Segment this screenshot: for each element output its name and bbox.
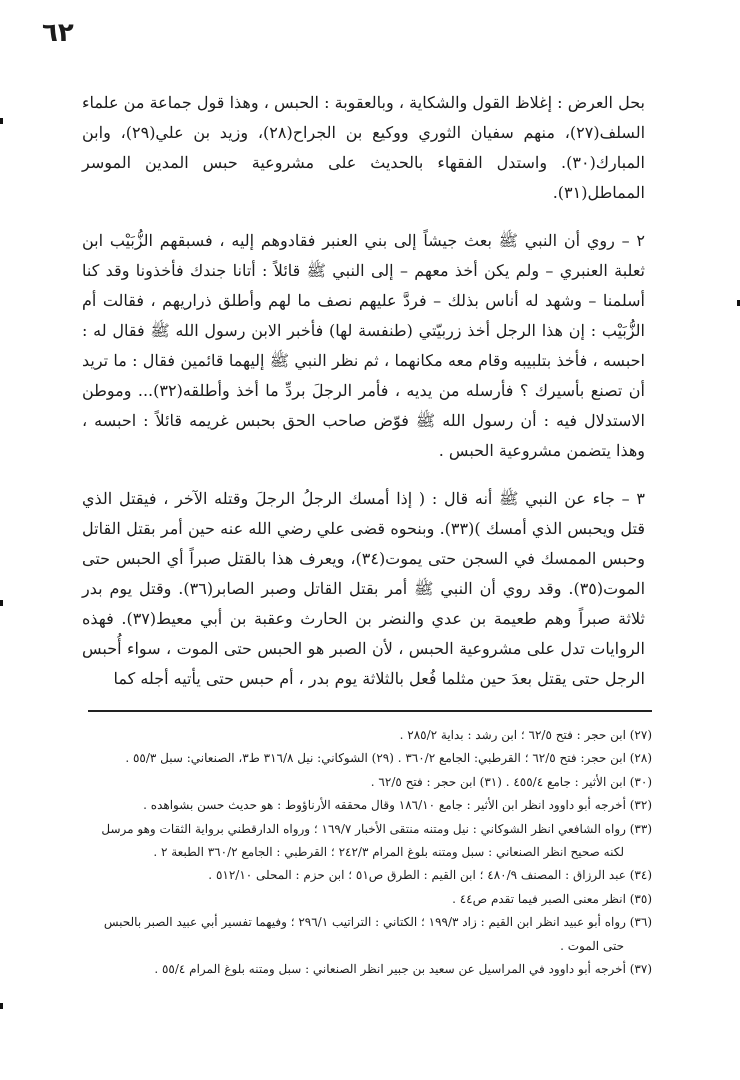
footnote-35: (٣٥) انظر معنى الصبر فيما تقدم ص٤٤ . — [452, 891, 652, 906]
footnote-divider — [88, 710, 652, 712]
scan-edge-mark — [0, 1003, 3, 1009]
footnote-28-29: (٢٨) ابن حجر: فتح ٦٢/٥ ؛ القرطبي: الجامع ٣٦٠/٢ . (٢٩) الشوكاني: نيل ٣١٦/٨ ط٣، الصنعاني: سبل ٥٥/٣ . — [125, 751, 652, 766]
paragraph-1: بحل العرض : إغلاظ القول والشكاية ، وبالعقوبة : الحبس ، وهذا قول جماعة من علماء السلف(٢٧)، منهم سفيان الثوري ووكيع بن الجراح(٢٨)، وزيد بن علي(٢٩)، وابن المبارك(٣٠). واستدل الفقهاء بالحديث على مشروعية حبس المدين الموسر المماطل(٣١). — [82, 93, 646, 202]
page-number: ٦٢ — [42, 18, 74, 48]
scan-edge-mark — [0, 600, 3, 606]
footnote-34: (٣٤) عبد الرزاق : المصنف ٤٨٠/٩ ؛ ابن القيم : الطرق ص٥١ ؛ ابن حزم : المحلى ٥١٢/١٠ . — [208, 868, 652, 883]
footnote-27: (٢٧) ابن حجر : فتح ٦٢/٥ ؛ ابن رشد : بداية ٢٨٥/٢ . — [399, 728, 652, 742]
footnotes — [82, 724, 652, 981]
paragraph-3: ٣ – جاء عن النبي ﷺ أنه قال : ( إذا أمسك الرجلُ الرجلَ وقتله الآخر ، فيقتل الذي قتل ويحبس الذي أمسك )(٣٣). وبنحوه قضى علي رضي الله عنه حين أمر بقتل القاتل وحبس الممسك في السجن حتى يموت(٣٤)، ويعرف هذا بالقتل صبراً أي الحبس حتى الموت(٣٥). وقد روي أن النبي ﷺ أمر بقتل القاتل وصبر الصابر(٣٦). وقتل يوم بدر ثلاثة صبراً وهم طعيمة بن عدي والنضر بن الحارث وعقبة بن أبي معيط(٣٧). فهذه الروايات تدل على مشروعية الحبس ، لأن الصبر هو الحبس حتى الموت ، سواء أُحبس الرجل حتى يقتل بعدَ حين مثلما فُعل بالثلاثة يوم بدر ، أم حبس حتى يأتيه أجله كما — [82, 489, 646, 688]
footnote-36: (٣٦) رواه أبو عبيد انظر ابن القيم : زاد ١٩٩/٣ ؛ الكتاني : التراتيب ٢٩٦/١ ؛ وفيهما تفسير أبي عبيد الصبر بالحبس — [103, 915, 652, 930]
footnote-33: (٣٣) رواه الشافعي انظر الشوكاني : نيل ومتنه منتقى الأخبار ١٦٩/٧ ؛ ورواه الدارقطني برواية الثقات وهو مرسل — [101, 821, 652, 836]
footnote-30-31: (٣٠) ابن الأثير : جامع ٤٥٥/٤ . (٣١) ابن حجر : فتح ٦٢/٥ . — [370, 774, 652, 789]
scan-edge-mark — [0, 118, 3, 124]
footnote-32: (٣٢) أخرجه أبو داوود انظر ابن الأثير : جامع ١٨٦/١٠ وقال محققه الأرناؤوط : هو حديث حسن بشواهده . — [143, 798, 652, 813]
paragraph-2: ٢ – روي أن النبي ﷺ بعث جيشاً إلى بني العنبر فقادوهم إليه ، فسبقهم الزُّبَيْب ابن ثعلبة العنبري – ولم يكن أخذ معهم – إلى النبي ﷺ قائلاً : أتانا جندك فأخذونا وقد كنا أسلمنا – وشهد له أناس بذلك – فردَّ عليهم نصف ما لهم وأطلق ذراريهم ، فقالت أم الزُّبَيْب : إن هذا الرجل أخذ زربيّتي (طنفسة لها) فأخبر الابن رسول الله ﷺ فقال له : احبسه ، فأخذ بتلبيبه وقام معه مكانهما ، ثم نظر النبي ﷺ إليهما قائمين فقال : ما تريد أن تصنع بأسيرك ؟ فأرسله من يديه ، فأمر الرجلَ بردِّ ما أخذ وأطلقه(٣٢)... وموطن الاستدلال فيه : أن رسول الله ﷺ فوّض صاحب الحق بحبس غريمه قائلاً : احبسه ، وهذا يتضمن مشروعية الحبس . — [82, 231, 645, 460]
footnote-33-continued: لكنه صحيح انظر الصنعاني : سبل ومتنه بلوغ المرام ٢٤٢/٣ ؛ القرطبي : الجامع ٣٦٠/٢ الطبعة ٢ . — [153, 845, 624, 860]
footnote-36-continued: حتى الموت . — [560, 938, 624, 953]
footnote-37: (٣٧) أخرجه أبو داوود في المراسيل عن سعيد بن جبير انظر الصنعاني : سبل ومتنه بلوغ المرام ٥٥/٤ . — [154, 962, 652, 977]
main-text — [82, 88, 645, 712]
